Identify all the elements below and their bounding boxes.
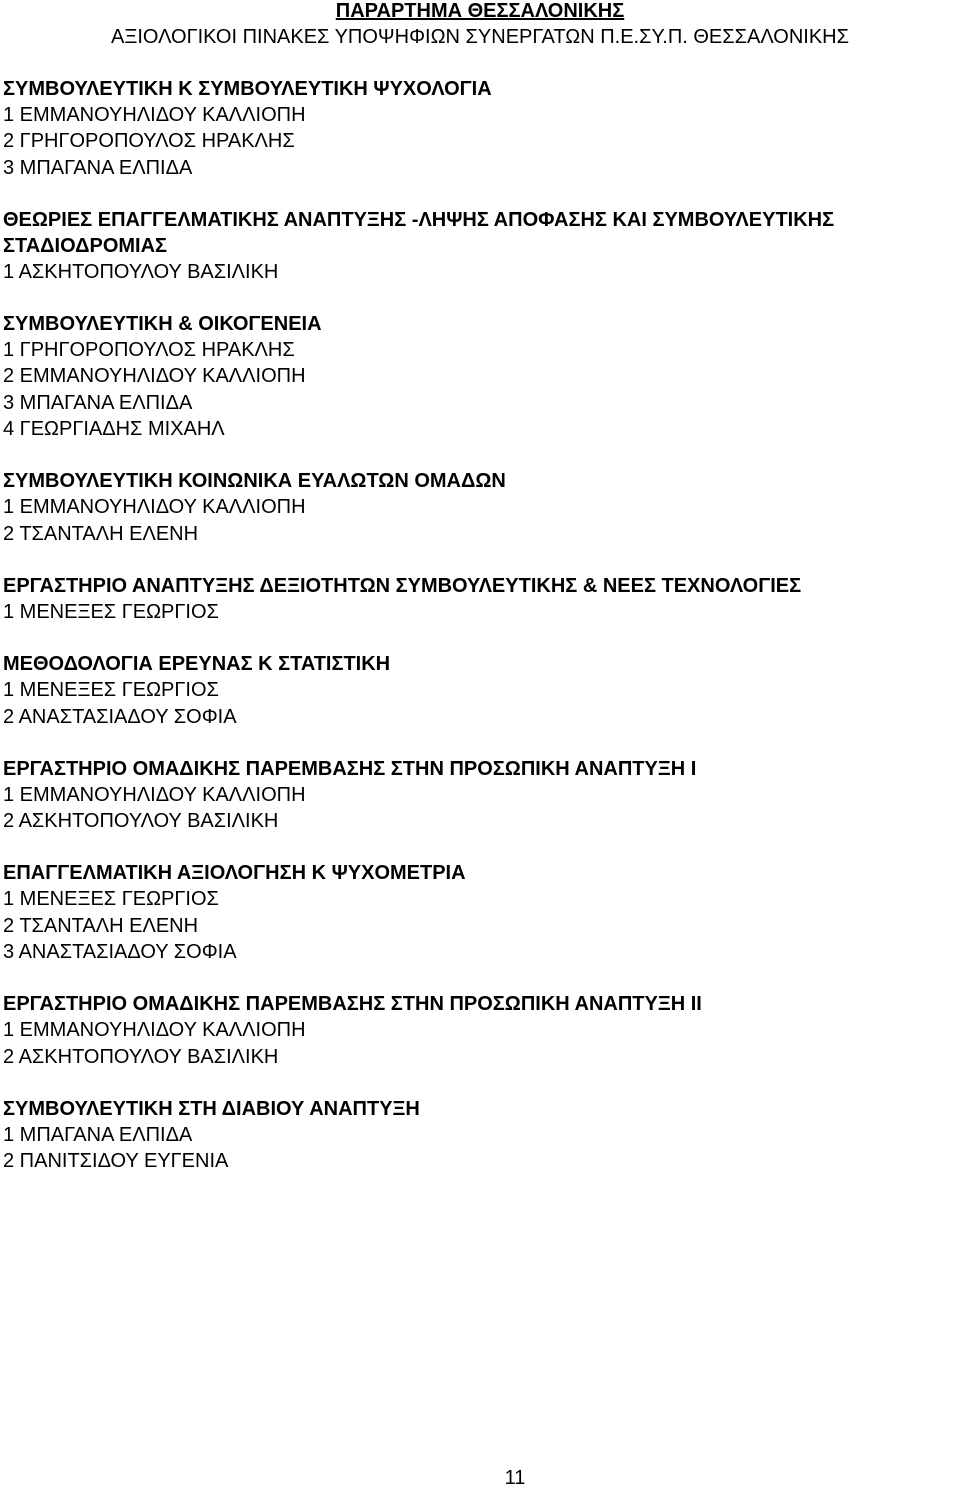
- candidate-entry: 3 ΜΠΑΓΑΝΑ ΕΛΠΙΔΑ: [3, 156, 193, 179]
- course-title: ΣΥΜΒΟΥΛΕΥΤΙΚΗ Κ ΣΥΜΒΟΥΛΕΥΤΙΚΗ ΨΥΧΟΛΟΓΙΑ: [3, 78, 492, 100]
- candidate-entry: 2 ΑΝΑΣΤΑΣΙΑΔΟΥ ΣΟΦΙΑ: [3, 705, 237, 728]
- course-title: ΕΡΓΑΣΤΗΡΙΟ ΑΝΑΠΤΥΞΗΣ ΔΕΞΙΟΤΗΤΩΝ ΣΥΜΒΟΥΛΕΥΤΙΚΗΣ & ΝΕΕΣ ΤΕΧΝΟΛΟΓΙΕΣ: [3, 574, 802, 597]
- course-section: [3, 1096, 958, 1175]
- course-section: [3, 207, 958, 285]
- candidate-entry: 2 ΕΜΜΑΝΟΥΗΛΙΔΟΥ ΚΑΛΛΙΟΠΗ: [3, 365, 306, 388]
- candidate-entry: 2 ΑΣΚΗΤΟΠΟΥΛΟΥ ΒΑΣΙΛΙΚΗ: [3, 810, 279, 833]
- candidate-entry: 4 ΓΕΩΡΓΙΑΔΗΣ ΜΙΧΑΗΛ: [3, 418, 225, 441]
- candidate-entry: 1 ΕΜΜΑΝΟΥΗΛΙΔΟΥ ΚΑΛΛΙΟΠΗ: [3, 783, 306, 806]
- course-sections: [3, 76, 958, 1201]
- candidate-entry: 2 ΠΑΝΙΤΣΙΔΟΥ ΕΥΓΕΝΙΑ: [3, 1150, 229, 1173]
- course-section: [3, 860, 958, 965]
- course-title: ΕΠΑΓΓΕΛΜΑΤΙΚΗ ΑΞΙΟΛΟΓΗΣΗ Κ ΨΥΧΟΜΕΤΡΙΑ: [3, 862, 466, 885]
- course-section: [3, 991, 958, 1070]
- course-title: ΣΥΜΒΟΥΛΕΥΤΙΚΗ & ΟΙΚΟΓΕΝΕΙΑ: [3, 313, 322, 336]
- appendix-title: ΠΑΡΑΡΤΗΜΑ ΘΕΣΣΑΛΟΝΙΚΗΣ: [335, 0, 625, 22]
- document-header: [0, 0, 960, 50]
- candidate-entry: 2 ΤΣΑΝΤΑΛΗ ΕΛΕΝΗ: [3, 522, 199, 545]
- course-section: [3, 311, 958, 442]
- candidate-entry: 1 ΕΜΜΑΝΟΥΗΛΙΔΟΥ ΚΑΛΛΙΟΠΗ: [3, 1019, 306, 1042]
- candidate-entry: 1 ΕΜΜΑΝΟΥΗΛΙΔΟΥ ΚΑΛΛΙΟΠΗ: [3, 496, 306, 519]
- candidate-entry: 2 ΓΡΗΓΟΡΟΠΟΥΛΟΣ ΗΡΑΚΛΗΣ: [3, 130, 295, 153]
- course-section: [3, 651, 958, 730]
- course-title: ΣΥΜΒΟΥΛΕΥΤΙΚΗ ΚΟΙΝΩΝΙΚΑ ΕΥΑΛΩΤΩΝ ΟΜΑΔΩΝ: [3, 470, 506, 493]
- course-title: ΜΕΘΟΔΟΛΟΓΙΑ ΕΡΕΥΝΑΣ Κ ΣΤΑΤΙΣΤΙΚΗ: [3, 653, 391, 676]
- course-title: ΘΕΩΡΙΕΣ ΕΠΑΓΓΕΛΜΑΤΙΚΗΣ ΑΝΑΠΤΥΞΗΣ -ΛΗΨΗΣ ΑΠΟΦΑΣΗΣ ΚΑΙ ΣΥΜΒΟΥΛΕΥΤΙΚΗΣ ΣΤΑΔΙΟΔΡΟΜΙΑΣ: [3, 208, 835, 257]
- candidate-entry: 1 ΜΠΑΓΑΝΑ ΕΛΠΙΔΑ: [3, 1123, 193, 1146]
- course-title: ΣΥΜΒΟΥΛΕΥΤΙΚΗ ΣΤΗ ΔΙΑΒΙΟΥ ΑΝΑΠΤΥΞΗ: [3, 1097, 420, 1120]
- candidate-entry: 1 ΜΕΝΕΞΕΣ ΓΕΩΡΓΙΟΣ: [3, 600, 219, 623]
- candidate-entry: 3 ΜΠΑΓΑΝΑ ΕΛΠΙΔΑ: [3, 391, 193, 414]
- course-title: ΕΡΓΑΣΤΗΡΙΟ ΟΜΑΔΙΚΗΣ ΠΑΡΕΜΒΑΣΗΣ ΣΤΗΝ ΠΡΟΣΩΠΙΚΗ ΑΝΑΠΤΥΞΗ ΙΙ: [3, 993, 702, 1016]
- candidate-entry: 1 ΓΡΗΓΟΡΟΠΟΥΛΟΣ ΗΡΑΚΛΗΣ: [3, 339, 295, 362]
- candidate-entry: 1 ΕΜΜΑΝΟΥΗΛΙΔΟΥ ΚΑΛΛΙΟΠΗ: [3, 104, 306, 126]
- course-section: [3, 573, 958, 625]
- course-section: [3, 756, 958, 835]
- candidate-entry: 2 ΤΣΑΝΤΑΛΗ ΕΛΕΝΗ: [3, 914, 199, 937]
- course-section: [3, 468, 958, 547]
- course-section: [3, 76, 958, 181]
- candidate-entry: 1 ΜΕΝΕΞΕΣ ΓΕΩΡΓΙΟΣ: [3, 679, 219, 702]
- candidate-entry: 2 ΑΣΚΗΤΟΠΟΥΛΟΥ ΒΑΣΙΛΙΚΗ: [3, 1045, 279, 1068]
- course-title: ΕΡΓΑΣΤΗΡΙΟ ΟΜΑΔΙΚΗΣ ΠΑΡΕΜΒΑΣΗΣ ΣΤΗΝ ΠΡΟΣΩΠΙΚΗ ΑΝΑΠΤΥΞΗ Ι: [3, 757, 697, 780]
- page-number: 11: [504, 1467, 526, 1489]
- candidate-entry: 1 ΑΣΚΗΤΟΠΟΥΛΟΥ ΒΑΣΙΛΙΚΗ: [3, 260, 279, 283]
- candidate-entry: 3 ΑΝΑΣΤΑΣΙΑΔΟΥ ΣΟΦΙΑ: [3, 941, 237, 964]
- candidate-entry: 1 ΜΕΝΕΞΕΣ ΓΕΩΡΓΙΟΣ: [3, 888, 219, 911]
- document-subtitle: ΑΞΙΟΛΟΓΙΚΟΙ ΠΙΝΑΚΕΣ ΥΠΟΨΗΦΙΩΝ ΣΥΝΕΡΓΑΤΩΝ Π.Ε.ΣΥ.Π. ΘΕΣΣΑΛΟΝΙΚΗΣ: [111, 26, 849, 48]
